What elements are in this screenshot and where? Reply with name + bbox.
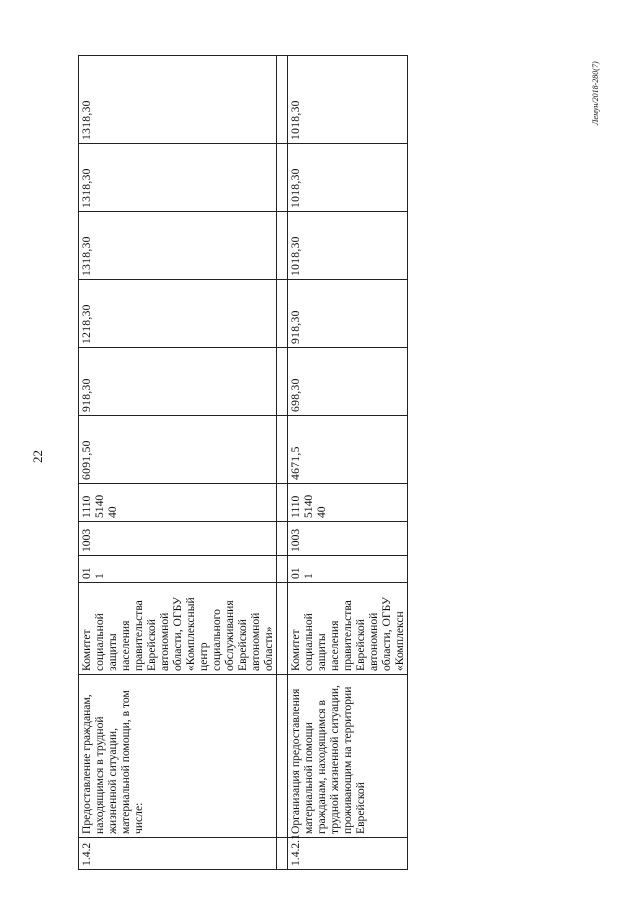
- rzpr-code: 1003: [288, 522, 408, 556]
- csr-code: 1110 5140 40: [288, 484, 408, 522]
- year-value: 1018,30: [288, 56, 408, 144]
- table-gap-row: [277, 56, 288, 870]
- grbs-code: 01 1: [288, 556, 408, 583]
- table-row: [79, 56, 277, 870]
- rzpr-code: 1003: [79, 522, 277, 556]
- empty-cell: [277, 838, 288, 870]
- measure-name: Предоставление гражданам, находящимся в трудной жизненной ситуации, материальной помощи, в том числе:: [79, 675, 277, 838]
- grbs-code: 01 1: [79, 556, 277, 583]
- year-value: 1018,30: [288, 144, 408, 212]
- document-code: Лемун/2018-280(7): [591, 61, 600, 125]
- year-value: 698,30: [288, 348, 408, 416]
- executor: Комитет социальной защиты населения правительства Еврейской автономной области, ОГБУ «Комплексный центр социального обслуживания Еврейской автономной области»: [79, 583, 277, 675]
- budget-table: [78, 55, 408, 870]
- empty-cell: [277, 280, 288, 348]
- csr-code: 1110 5140 40: [79, 484, 277, 522]
- empty-cell: [277, 556, 288, 583]
- year-value: 918,30: [79, 348, 277, 416]
- empty-cell: [277, 675, 288, 838]
- measure-name: Организация предоставления материальной помощи гражданам, находящимся в трудной жизненной ситуации, проживающим на территории Еврейской: [288, 675, 408, 838]
- year-value: 1318,30: [79, 56, 277, 144]
- empty-cell: [277, 583, 288, 675]
- total-value: 4671,5: [288, 416, 408, 484]
- table-row: [288, 56, 408, 870]
- year-value: 1318,30: [79, 212, 277, 280]
- empty-cell: [277, 348, 288, 416]
- page-number: 22: [30, 450, 45, 463]
- executor: Комитет социальной защиты населения правительства Еврейской автономной области, ОГБУ «Комплексн: [288, 583, 408, 675]
- empty-cell: [277, 484, 288, 522]
- row-number: 1.4.2: [79, 838, 277, 870]
- empty-cell: [277, 144, 288, 212]
- empty-cell: [277, 416, 288, 484]
- empty-cell: [277, 56, 288, 144]
- year-value: 918,30: [288, 280, 408, 348]
- empty-cell: [277, 522, 288, 556]
- empty-cell: [277, 212, 288, 280]
- year-value: 1018,30: [288, 212, 408, 280]
- year-value: 1318,30: [79, 144, 277, 212]
- row-number: 1.4.2.1: [288, 838, 408, 870]
- total-value: 6091,50: [79, 416, 277, 484]
- year-value: 1218,30: [79, 280, 277, 348]
